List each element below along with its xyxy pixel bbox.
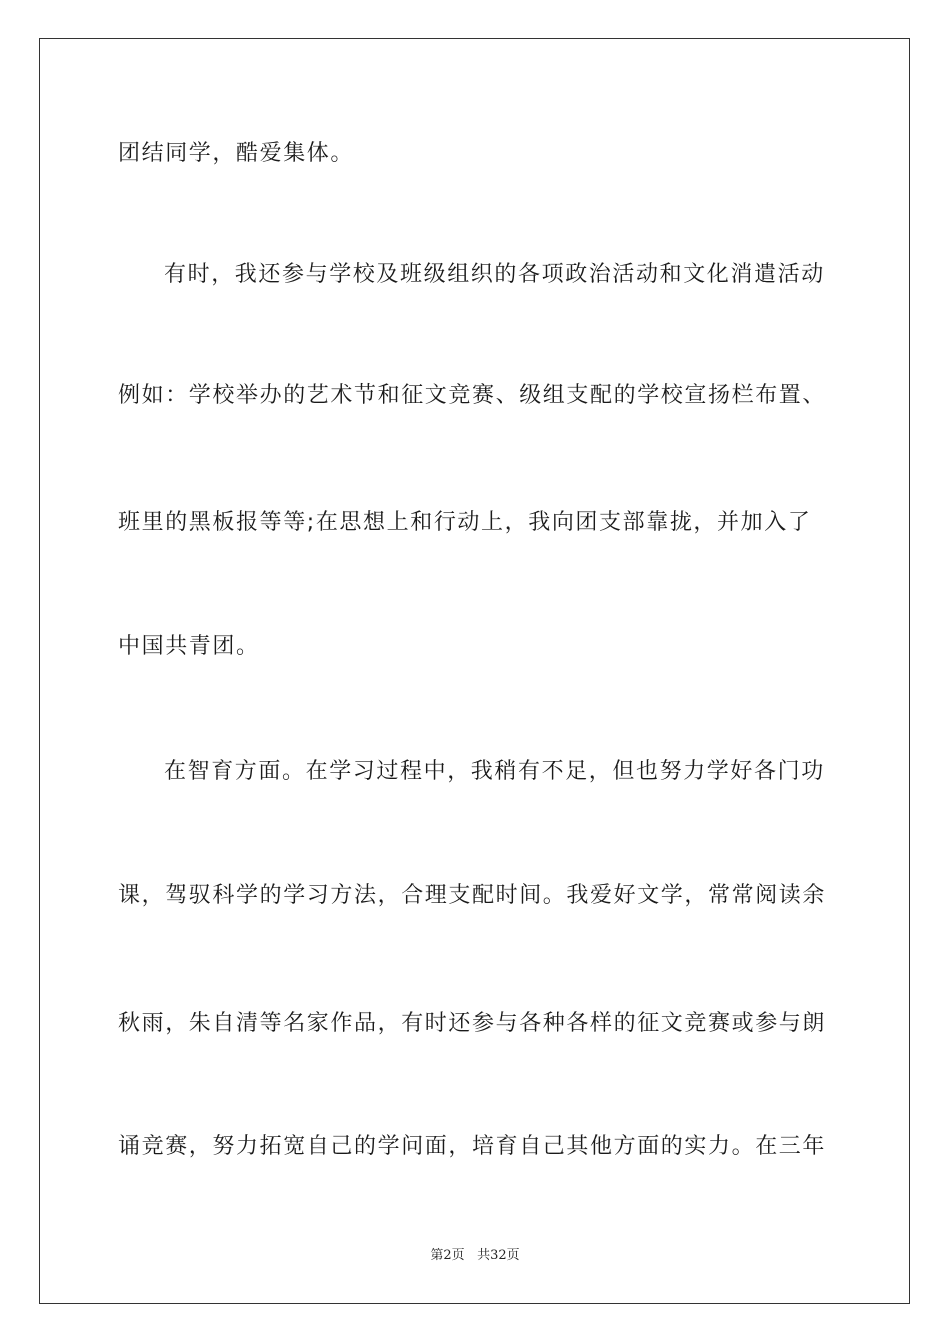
paragraph-line: 课，驾驭科学的学习方法，合理支配时间。我爱好文学，常常阅读余 — [118, 883, 827, 908]
paragraph-line: 诵竞赛，努力拓宽自己的学问面，培育自己其他方面的实力。在三年 — [118, 1134, 827, 1159]
paragraph-line: 例如：学校举办的艺术节和征文竞赛、级组支配的学校宣扬栏布置、 — [118, 383, 827, 408]
paragraph-line: 中国共青团。 — [118, 634, 260, 659]
paragraph-line: 班里的黑板报等等;在思想上和行动上，我向团支部靠拢，并加入了 — [118, 510, 812, 535]
page-footer — [0, 1247, 950, 1265]
paragraph-line: 团结同学，酷爱集体。 — [118, 141, 355, 166]
paragraph-line: 秋雨，朱自清等名家作品，有时还参与各种各样的征文竞赛或参与朗 — [118, 1011, 827, 1036]
page-number: 第2页 — [430, 1248, 465, 1263]
page-border — [39, 38, 910, 1304]
paragraph-line: 有时，我还参与学校及班级组织的各项政治活动和文化消遣活动 — [164, 262, 825, 287]
paragraph-line: 在智育方面。在学习过程中，我稍有不足，但也努力学好各门功 — [164, 759, 825, 784]
total-pages: 共32页 — [477, 1248, 520, 1263]
